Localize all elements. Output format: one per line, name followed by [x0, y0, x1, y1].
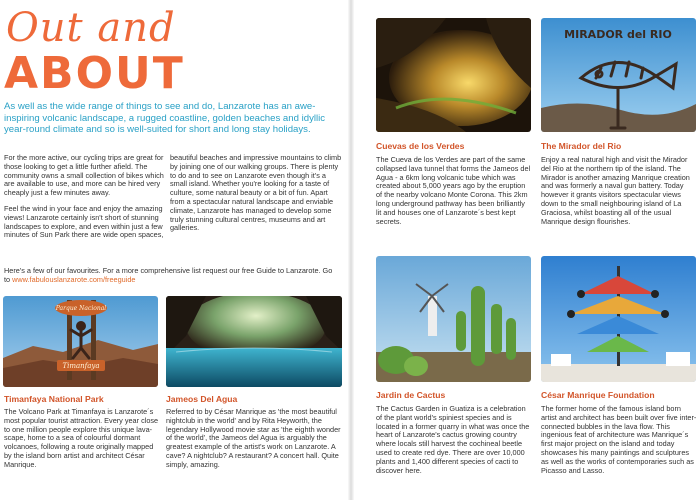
- cuevas-text: The Cueva de los Verdes are part of the same collapsed lava tunnel that forms the Jameos del Agua - a 6km long volcanic tube which was created about 5,000 years ago by the eruption of the nearby volcano Monte Corona. This 2km long underground pathway has been brilliantly lit and houses one of Lanzarote´s best kept secrets.: [376, 155, 531, 226]
- cactus-text: The Cactus Garden in Guatiza is a celebration of the plant world's spiniest species and is located in a former quarry in what was once the heart of Lanzarote's cactus growing country where locals still harvest the cochineal beetle used to create red dye. There are over 10,000 plants and 1,400 different species of cacti to discover here.: [376, 404, 530, 475]
- cuevas-heading: Cuevas de los Verdes: [376, 141, 465, 151]
- mirador-text: Enjoy a real natural high and visit the Mirador del Rio at the northern tip of the island. The Mirador is another amazing Manrique creation and was formerly a naval gun battery. Today however it grants visitors spectacular views down to the small neighbouring island of La Graciosa, whilst boasting all of the usual Manrique design flourishes.: [541, 155, 690, 226]
- foundation-photo: [541, 256, 696, 382]
- body-column-2: [170, 154, 342, 240]
- foundation-text: The former home of the famous island born artist and architect has been built over five inter-connected bubbles in the lava flow. This ingenious feat of architecture was Manrique´s first major project on the island and today showcases his many paintings and sculptures as well as the works of contemporaries such as Picasso and Lasso.: [541, 404, 697, 475]
- favourites-text: Here's a few of our favourites. For a more comprehensive list request our free Guide to Lanzarote. Go to: [4, 266, 333, 284]
- jameos-photo: [166, 296, 342, 387]
- cuevas-photo: [376, 18, 531, 132]
- title-line-2: ABOUT: [4, 48, 185, 99]
- favourites-paragraph: [4, 267, 340, 285]
- jameos-text: Referred to by César Manrique as 'the most beautiful nightclub in the world' and by Rita Heyworth, the legendary Hollywood movie star as 'the eighth wonder of the world', the Jameos del Agua is arguably the greatest example of the artist's work on Lanzarote. A cave? A nightclub? A restaurant? A concert hall. Quite simply, amazing.: [166, 407, 341, 469]
- timanfaya-photo: [3, 296, 158, 387]
- cactus-photo: [376, 256, 531, 382]
- timanfaya-heading: Timanfaya National Park: [4, 394, 104, 404]
- col1-paragraph-1: For the more active, our cycling trips are great for those looking to get a little further afield. The community owns a small collection of bikes which are available to use, and more can be hired very cheaply just a few minutes away.: [4, 153, 164, 198]
- foundation-heading: César Manrique Foundation: [541, 390, 655, 400]
- body-column-1: [4, 154, 164, 247]
- col1-paragraph-2: Feel the wind in your face and enjoy the amazing views! Lanzarote certainly isn't short of stunning landscapes to explore, and even within just a few minutes of Sun Park there are wide open spaces,: [4, 203, 164, 240]
- sign-bottom-text: Timanfaya: [62, 362, 100, 370]
- page-spine: [348, 0, 354, 500]
- cactus-heading: Jardin de Cactus: [376, 390, 446, 400]
- jameos-heading: Jameos Del Agua: [166, 394, 238, 404]
- guide-link[interactable]: www.fabulouslanzarote.com/freeguide: [12, 274, 136, 284]
- intro-paragraph: As well as the wide range of things to see and do, Lanzarote has an awe-inspiring volcanic landscape, a rugged coastline, golden beaches and idyllic year-round climate and so is well-suited for short and long stay holidays.: [4, 101, 326, 135]
- mirador-sign-text: MIRADOR del RIO: [564, 28, 672, 41]
- timanfaya-text: The Volcano Park at Timanfaya is Lanzarote´s most popular tourist attraction. Every year close to one million people explore this unique lava-scape, home to a sea of colourful dormant volcanoes, following a route originally mapped by the island born artist and architect César Manrique.: [4, 407, 159, 469]
- title-line-1: Out and: [6, 5, 176, 51]
- col2-paragraph-1: beautiful beaches and impressive mountains to climb by joining one of our walking groups. There is plenty to do and to see on Lanzarote even though it's a small island. Whether you're looking for a taste of culture, some natural beauty or a bit of fun. Apart from a spectacular natural landscape and enviable climate, Lanzarote has managed to develop some truly stunning cultural centres, museums and art galleries.: [170, 153, 342, 233]
- mirador-heading: The Mirador del Rio: [541, 141, 622, 151]
- sign-top-text: Parque Nacional: [55, 305, 107, 312]
- mirador-photo: [541, 18, 696, 132]
